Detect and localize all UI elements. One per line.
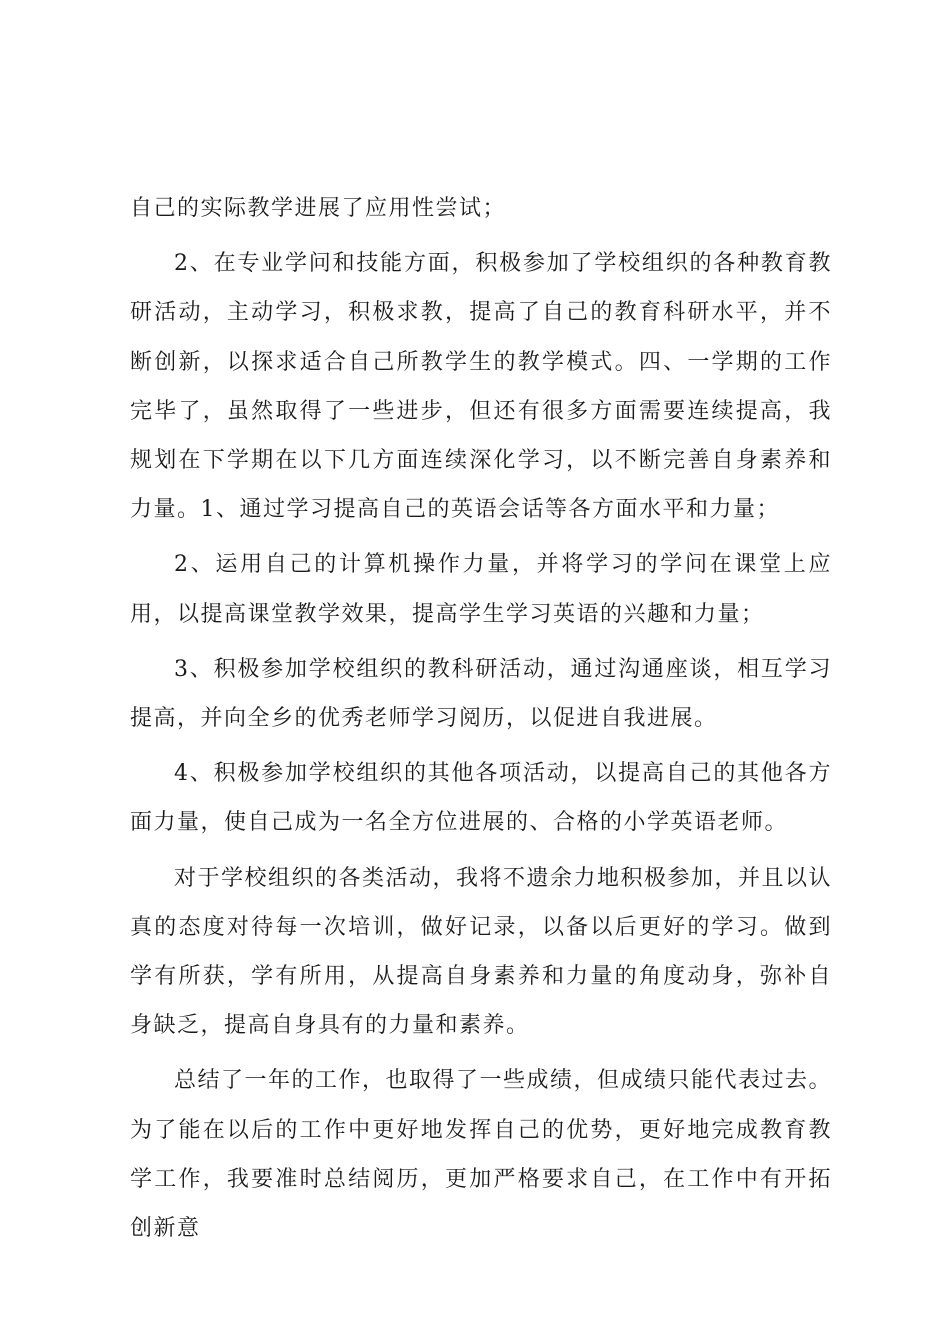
paragraph-item-2-computer: 2、运用自己的计算机操作力量，并将学习的学问在课堂上应用，以提高课堂教学效果，提高学生学习英语的兴趣和力量； [130,552,832,627]
paragraph-item-4-activities: 4、积极参加学校组织的其他各项活动，以提高自己的其他各方面力量，使自己成为一名全方位进展的、合格的小学英语老师。 [130,761,832,836]
document-body [130,184,832,1253]
paragraph-item-2-professional: 2、在专业学问和技能方面，积极参加了学校组织的各种教育教研活动，主动学习，积极求教，提高了自己的教育科研水平，并不断创新，以探求适合自己所教学生的教学模式。四、一学期的工作完毕了，虽然取得了一些进步，但还有很多方面需要连续提高，我规划在下学期在以下几方面连续深化学习，以不断完善自身素养和力量。1、通过学习提高自己的英语会话等各方面水平和力量； [130,251,832,523]
paragraph-training-attitude: 对于学校组织的各类活动，我将不遗余力地积极参加，并且以认真的态度对待每一次培训，做好记录，以备以后更好的学习。做到学有所获，学有所用，从提高自身素养和力量的角度动身，弥补自身缺乏，提高自身具有的力量和素养。 [130,865,833,1039]
paragraph-item-3-research: 3、积极参加学校组织的教科研活动，通过沟通座谈，相互学习提高，并向全乡的优秀老师学习阅历，以促进自我进展。 [130,656,832,732]
paragraph-continuation: 自己的实际教学进展了应用性尝试； [130,196,507,221]
paragraph-summary: 总结了一年的工作，也取得了一些成绩，但成绩只能代表过去。为了能在以后的工作中更好地发挥自己的优势，更好地完成教育教学工作，我要准时总结阅历，更加严格要求自己，在工作中有开拓创新意 [130,1068,833,1242]
